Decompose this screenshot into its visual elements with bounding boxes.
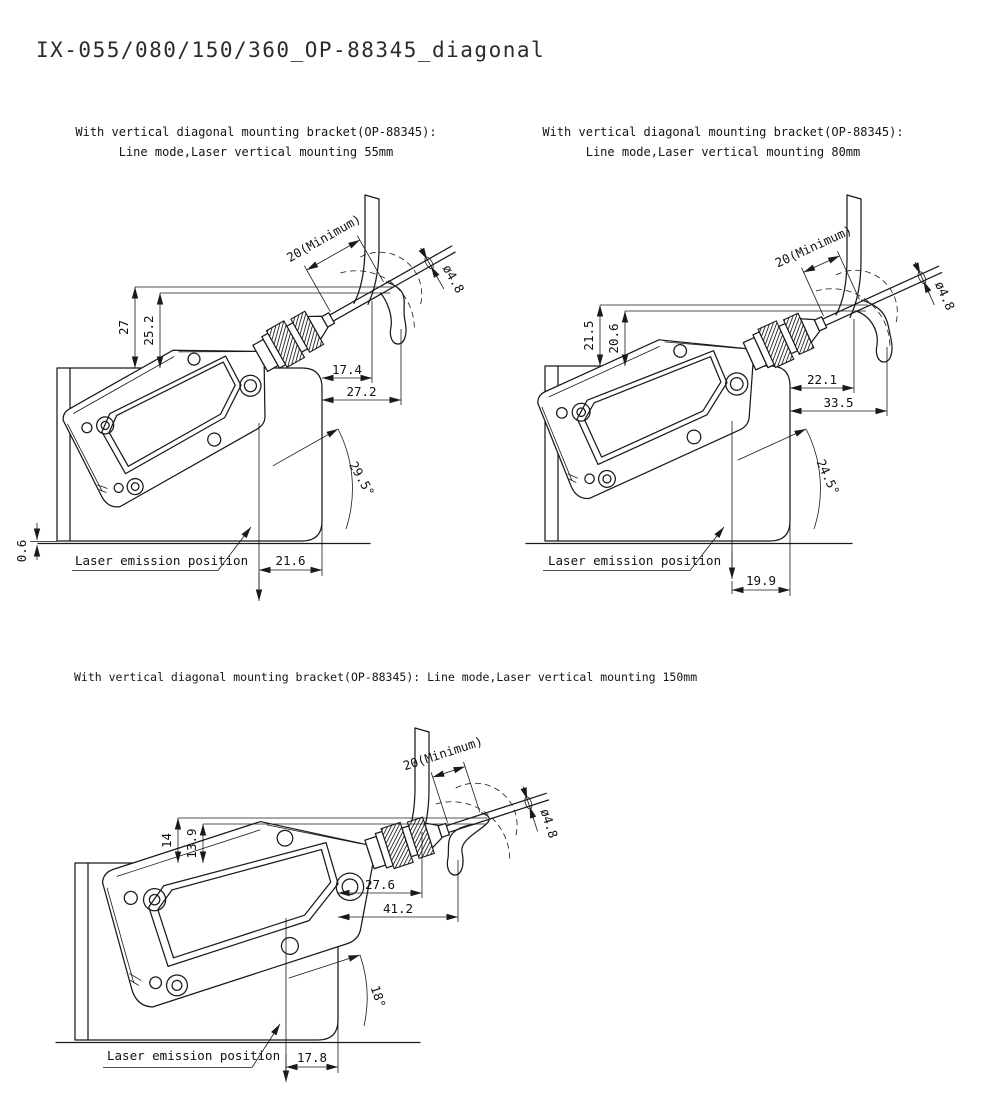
- dim-tilt-angle: 18°: [367, 983, 389, 1010]
- dim-height-outer: 14: [159, 832, 174, 849]
- dim-offset-long: 33.5: [823, 395, 854, 410]
- diagram-55mm-header-line2: Line mode,Laser vertical mounting 55mm: [118, 145, 394, 159]
- sensor-head-mount-55mm: [56, 206, 483, 512]
- dim-cable-diameter: ø4.8: [439, 262, 468, 296]
- dim-cable-min-straight: 20(Minimum): [283, 211, 364, 265]
- diagram-55mm-header-line1: With vertical diagonal mounting bracket(OP-88345):: [75, 125, 437, 139]
- dim-cable-diameter: ø4.8: [931, 278, 959, 313]
- diagram-mount-55mm: [14, 195, 483, 601]
- dim-cable-min-straight: 20(Minimum): [401, 733, 485, 774]
- dim-offset-short: 17.4: [331, 362, 363, 377]
- label-laser-emission-position: Laser emission position: [75, 553, 249, 568]
- dim-base-gap: 0.6: [14, 539, 29, 563]
- dim-offset-long: 41.2: [382, 901, 414, 916]
- diagram-80mm-header-line2: Line mode,Laser vertical mounting 80mm: [585, 145, 861, 159]
- dim-height-outer: 27: [116, 319, 131, 336]
- sensor-head-mount-80mm: [531, 222, 966, 504]
- dim-emission-offset: 21.6: [275, 553, 306, 568]
- label-laser-emission-position: Laser emission position: [107, 1048, 281, 1063]
- dim-height-inner: 13.9: [184, 828, 199, 859]
- diagram-mount-150mm: [56, 728, 571, 1082]
- diagram-150mm-header: With vertical diagonal mounting bracket(OP-88345): Line mode,Laser vertical mounting 150mm: [74, 670, 698, 684]
- diagram-80mm-header-line1: With vertical diagonal mounting bracket(OP-88345):: [542, 125, 904, 139]
- dim-emission-offset: 17.8: [296, 1050, 328, 1065]
- dim-height-inner: 20.6: [606, 323, 621, 354]
- dim-emission-offset: 19.9: [745, 573, 777, 588]
- dim-cable-diameter: ø4.8: [537, 806, 562, 841]
- sensor-head-mount-150mm: [95, 735, 572, 1012]
- dim-offset-short: 22.1: [806, 372, 838, 387]
- dim-height-inner: 25.2: [141, 315, 156, 346]
- dim-offset-short: 27.6: [364, 877, 396, 892]
- dim-tilt-angle: 24.5°: [813, 456, 843, 498]
- dim-offset-long: 27.2: [346, 384, 377, 399]
- dim-tilt-angle: 29.5°: [346, 458, 378, 499]
- diagram-mount-80mm: [526, 195, 966, 596]
- label-laser-emission-position: Laser emission position: [548, 553, 722, 568]
- drawing-title: IX-055/080/150/360_OP-88345_diagonal: [36, 38, 546, 62]
- dim-cable-min-straight: 20(Minimum): [772, 222, 855, 271]
- dim-height-outer: 21.5: [581, 320, 596, 351]
